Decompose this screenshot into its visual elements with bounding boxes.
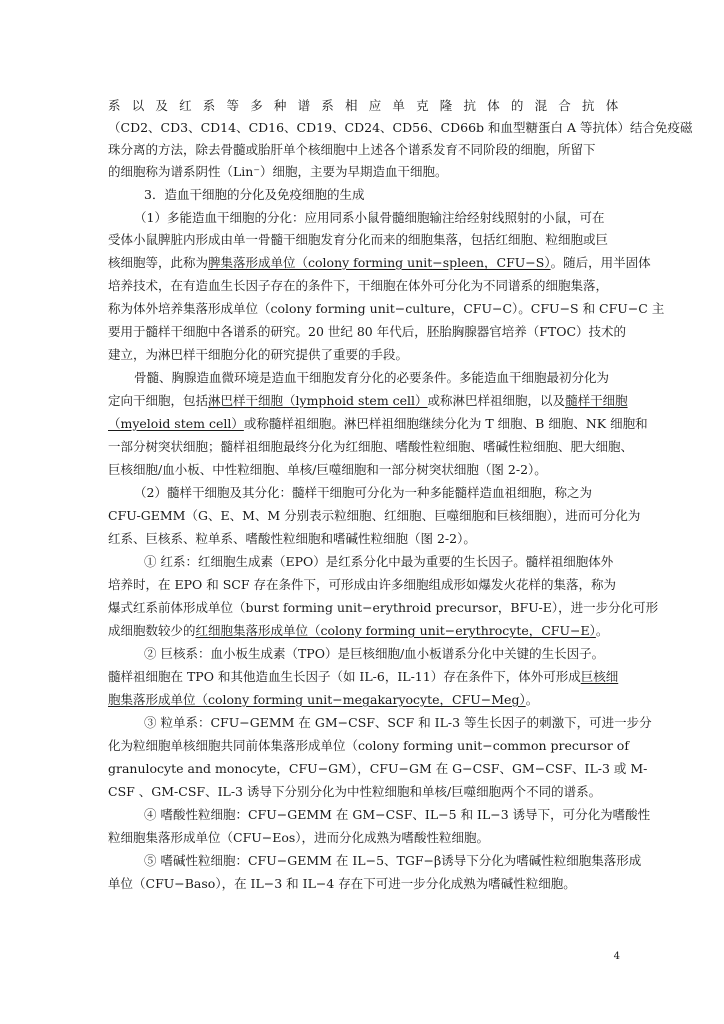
text-line xyxy=(108,299,665,319)
line-text: 粒细胞集落形成单位（CFU−Eos），进而分化成熟为嗜酸性粒细胞。 xyxy=(108,830,490,845)
line-text: ⑤ 嗜碱性粒细胞：CFU−GEMM 在 IL−5、TGF−β诱导下分化为嗜碱性粒细胞集落形成 xyxy=(144,853,642,868)
line-text: 要用于髓样干细胞中各谱系的研究。20 世纪 80 年代后，胚胎胸腺器官培养（FTOC）技术的 xyxy=(108,324,627,339)
text-line xyxy=(108,598,659,618)
section-heading xyxy=(144,185,618,205)
line-text: CSF 、GM-CSF、IL-3 诱导下分别分化为中性粒细胞和单核/巨噬细胞两个不同的谱系。 xyxy=(108,784,602,799)
text-line xyxy=(108,828,618,848)
text-line xyxy=(144,552,618,572)
underlined-term: 巨核细 xyxy=(580,669,619,684)
text-line xyxy=(108,736,629,756)
text-line xyxy=(108,162,618,182)
text-line xyxy=(108,690,618,710)
line-text: 受体小鼠脾脏内形成由单一骨髓干细胞发育分化而来的细胞集落，包括红细胞、粒细胞或巨 xyxy=(108,232,609,247)
text-line xyxy=(108,118,693,138)
text-line xyxy=(108,759,648,779)
line-text: 核细胞等，此称为 xyxy=(108,255,209,270)
line-text: ① 红系：红细胞生成素（EPO）是红系分化中最为重要的生长因子。髓样祖细胞体外 xyxy=(144,554,614,569)
text-line xyxy=(144,805,651,825)
text-line xyxy=(108,391,628,411)
line-text: （1）多能造血干细胞的分化：应用同系小鼠骨髓细胞输注给经射线照射的小鼠，可在 xyxy=(134,210,605,225)
text-line xyxy=(108,322,627,342)
line-text: granulocyte and monocyte，CFU−GM），CFU−GM 在 G−CSF、GM−CSF、IL-3 或 M- xyxy=(108,761,648,776)
line-text: 成细胞数较少的 xyxy=(108,623,196,638)
text-line xyxy=(108,230,618,250)
line-text: 骨髓、胸腺造血微环境是造血干细胞发育分化的必要条件。多能造血干细胞最初分化为 xyxy=(134,370,610,385)
underlined-term: 红细胞集落形成单位（colony forming unit−erythrocyte，CFU−E） xyxy=(195,623,596,638)
text-line xyxy=(108,667,618,687)
line-text: 巨核细胞/血小板、中性粒细胞、单核/巨噬细胞和一部分树突状细胞（图 2-2）。 xyxy=(108,462,547,477)
line-text: 或称淋巴样祖细胞，以及 xyxy=(427,393,566,408)
text-line xyxy=(108,782,618,802)
line-text: 。随后，用半固体 xyxy=(550,255,651,270)
text-line xyxy=(108,506,641,526)
text-line xyxy=(144,851,642,871)
line-text: （CD2、CD3、CD14、CD16、CD19、CD24、CD56、CD66b 和血型糖蛋白 A 等抗体）结合免疫磁 xyxy=(108,120,693,135)
line-text: 一部分树突状细胞；髓样祖细胞最终分化为红细胞、嗜酸性粒细胞、嗜碱性粒细胞、肥大细胞、 xyxy=(108,439,634,454)
line-text: 。 xyxy=(595,623,609,638)
text-line xyxy=(108,414,648,434)
text-line xyxy=(108,621,618,641)
text-line xyxy=(108,345,618,365)
text-line xyxy=(108,460,618,480)
page-number: 4 xyxy=(613,951,620,962)
line-text: 建立，为淋巴样干细胞分化的研究提供了重要的手段。 xyxy=(108,347,409,362)
text-line xyxy=(134,483,618,503)
line-text: 系以及红系等多种谱系相应单克隆抗体的混合抗体 xyxy=(108,98,630,113)
underlined-term: 髓样干细胞 xyxy=(565,393,628,408)
line-text: 珠分离的方法，除去骨髓或胎肝单个核细胞中上述各个谱系发育不同阶段的细胞，所留下 xyxy=(108,142,596,157)
line-text: 红系、巨核系、粒单系、嗜酸性粒细胞和嗜碱性粒细胞（图 2-2）。 xyxy=(108,531,476,546)
line-text: 称为体外培养集落形成单位（colony forming unit−culture，CFU−C）。CFU−S 和 CFU−C 主 xyxy=(108,301,665,316)
line-text: 。 xyxy=(525,692,539,707)
text-line xyxy=(134,208,618,228)
line-text: CFU-GEMM（G、E、M、M 分别表示粒细胞、红细胞、巨噬细胞和巨核细胞），进而可分化为 xyxy=(108,508,641,523)
line-text: 化为粒细胞单核细胞共同前体集落形成单位（colony forming unit−common precursor of xyxy=(108,738,629,753)
line-text: 爆式红系前体形成单位（burst forming unit−erythroid precursor，BFU-E），进一步分化可形 xyxy=(108,600,659,615)
text-line xyxy=(134,368,618,388)
underlined-term: 淋巴样干细胞（lymphoid stem cell） xyxy=(208,393,428,408)
line-text: 培养技术，在有造血生长因子存在的条件下，干细胞在体外可分化为不同谱系的细胞集落， xyxy=(108,278,609,293)
line-text: （2）髓样干细胞及其分化：髓样干细胞可分化为一种多能髓样造血祖细胞，称之为 xyxy=(134,485,592,500)
text-line xyxy=(144,713,652,733)
text-line xyxy=(108,529,618,549)
text-line xyxy=(108,140,618,160)
line-text: 或称髓样祖细胞。淋巴样祖细胞继续分化为 T 细胞、B 细胞、NK 细胞和 xyxy=(243,416,648,431)
text-line xyxy=(108,253,651,273)
heading-text: 3．造血干细胞的分化及免疫细胞的生成 xyxy=(144,187,365,202)
underlined-term: 胞集落形成单位（colony forming unit−megakaryocyte，CFU−Meg） xyxy=(108,692,526,707)
text-line xyxy=(108,874,618,894)
text-line xyxy=(108,96,630,116)
line-text: 培养时，在 EPO 和 SCF 存在条件下，可形成由许多细胞组成形如爆发火花样的集落，称为 xyxy=(108,577,616,592)
text-line xyxy=(108,276,618,296)
line-text: ③ 粒单系：CFU−GEMM 在 GM−CSF、SCF 和 IL-3 等生长因子的刺激下，可进一步分 xyxy=(144,715,652,730)
line-text: 定向干细胞，包括 xyxy=(108,393,209,408)
text-line xyxy=(144,644,618,664)
underlined-term: 脾集落形成单位（colony forming unit−spleen，CFU−S） xyxy=(208,255,551,270)
underlined-term: （myeloid stem cell） xyxy=(108,416,244,431)
text-line xyxy=(108,575,618,595)
text-line xyxy=(108,437,634,457)
line-text: ② 巨核系：血小板生成素（TPO）是巨核细胞/血小板谱系分化中关键的生长因子。 xyxy=(144,646,605,661)
line-text: 单位（CFU−Baso），在 IL−3 和 IL−4 存在下可进一步分化成熟为嗜碱性粒细胞。 xyxy=(108,876,576,891)
line-text: 髓样祖细胞在 TPO 和其他造血生长因子（如 IL-6，IL-11）存在条件下，体外可形成 xyxy=(108,669,581,684)
line-text: ④ 嗜酸性粒细胞：CFU−GEMM 在 GM−CSF、IL−5 和 IL−3 诱导下，可分化为嗜酸性 xyxy=(144,807,651,822)
line-text: 的细胞称为谱系阴性（Lin⁻）细胞，主要为早期造血干细胞。 xyxy=(108,164,448,179)
